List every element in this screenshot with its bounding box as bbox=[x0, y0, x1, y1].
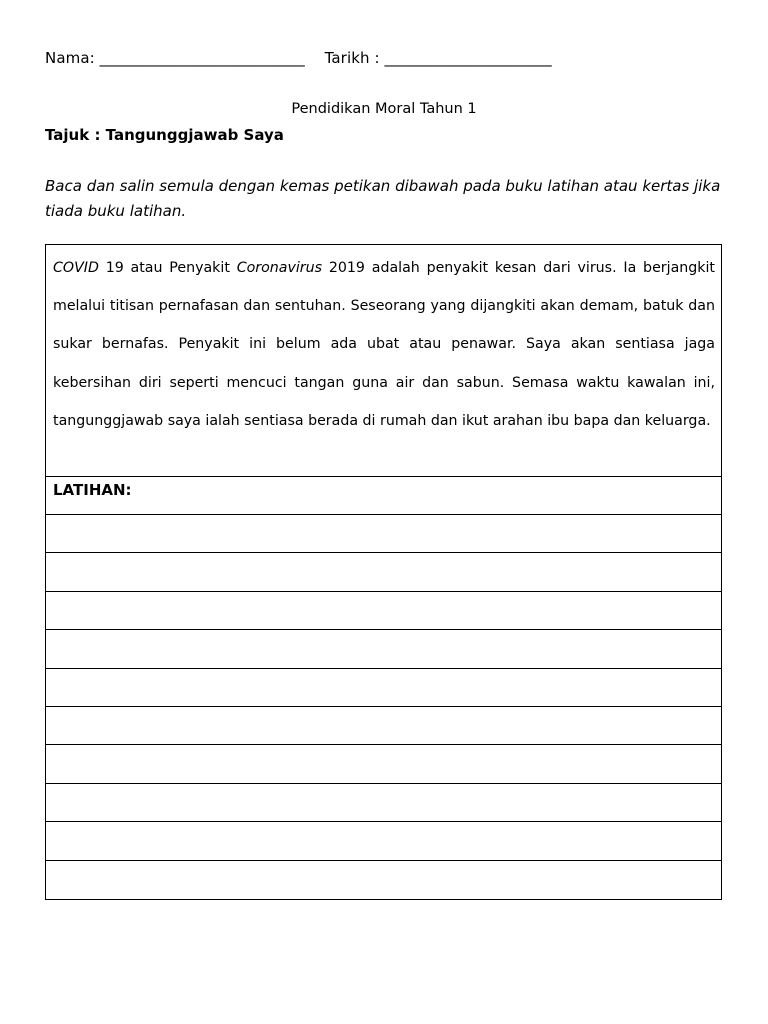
writing-line bbox=[46, 669, 721, 707]
writing-line bbox=[46, 592, 721, 630]
passage-covid-term: COVID bbox=[53, 260, 99, 276]
instruction-text: Baca dan salin semula dengan kemas petikan dibawah pada buku latihan atau kertas jika tiada buku latihan. bbox=[45, 177, 721, 220]
writing-line bbox=[46, 822, 721, 860]
worksheet-topic: Tajuk : Tangunggjawab Saya bbox=[45, 126, 284, 144]
writing-line bbox=[46, 630, 721, 668]
passage-box bbox=[45, 244, 722, 900]
writing-line bbox=[46, 745, 721, 783]
reading-passage bbox=[46, 245, 721, 477]
name-field-blank: ___________________________ bbox=[99, 49, 305, 67]
worksheet-title: Pendidikan Moral Tahun 1 bbox=[291, 101, 477, 117]
writing-line bbox=[46, 784, 721, 822]
name-label: Nama: bbox=[45, 49, 95, 67]
passage-text-part2: 2019 adalah penyakit kesan dari virus. Ia berjangkit melalui titisan pernafasan dan sentuhan. Seseorang yang dijangkiti akan demam, batuk dan sukar bernafas. Penyakit ini belum ada ubat atau penawar. Saya akan sentiasa jaga kebersihan diri seperti mencuci tangan guna air dan sabun. Semasa waktu kawalan ini, tangunggjawab saya ialah sentiasa berada di rumah dan ikut arahan ibu bapa dan keluarga. bbox=[53, 260, 715, 429]
passage-text-part1: 19 atau Penyakit bbox=[98, 260, 237, 276]
date-label: Tarikh : bbox=[324, 49, 380, 67]
writing-lines bbox=[46, 515, 721, 899]
date-field-blank: ______________________ bbox=[384, 49, 552, 67]
writing-line bbox=[46, 515, 721, 553]
header-fields bbox=[45, 49, 725, 67]
writing-line bbox=[46, 707, 721, 745]
writing-line bbox=[46, 553, 721, 591]
exercise-label: LATIHAN: bbox=[46, 477, 721, 515]
passage-coronavirus-term: Coronavirus bbox=[236, 260, 323, 276]
writing-line bbox=[46, 861, 721, 899]
